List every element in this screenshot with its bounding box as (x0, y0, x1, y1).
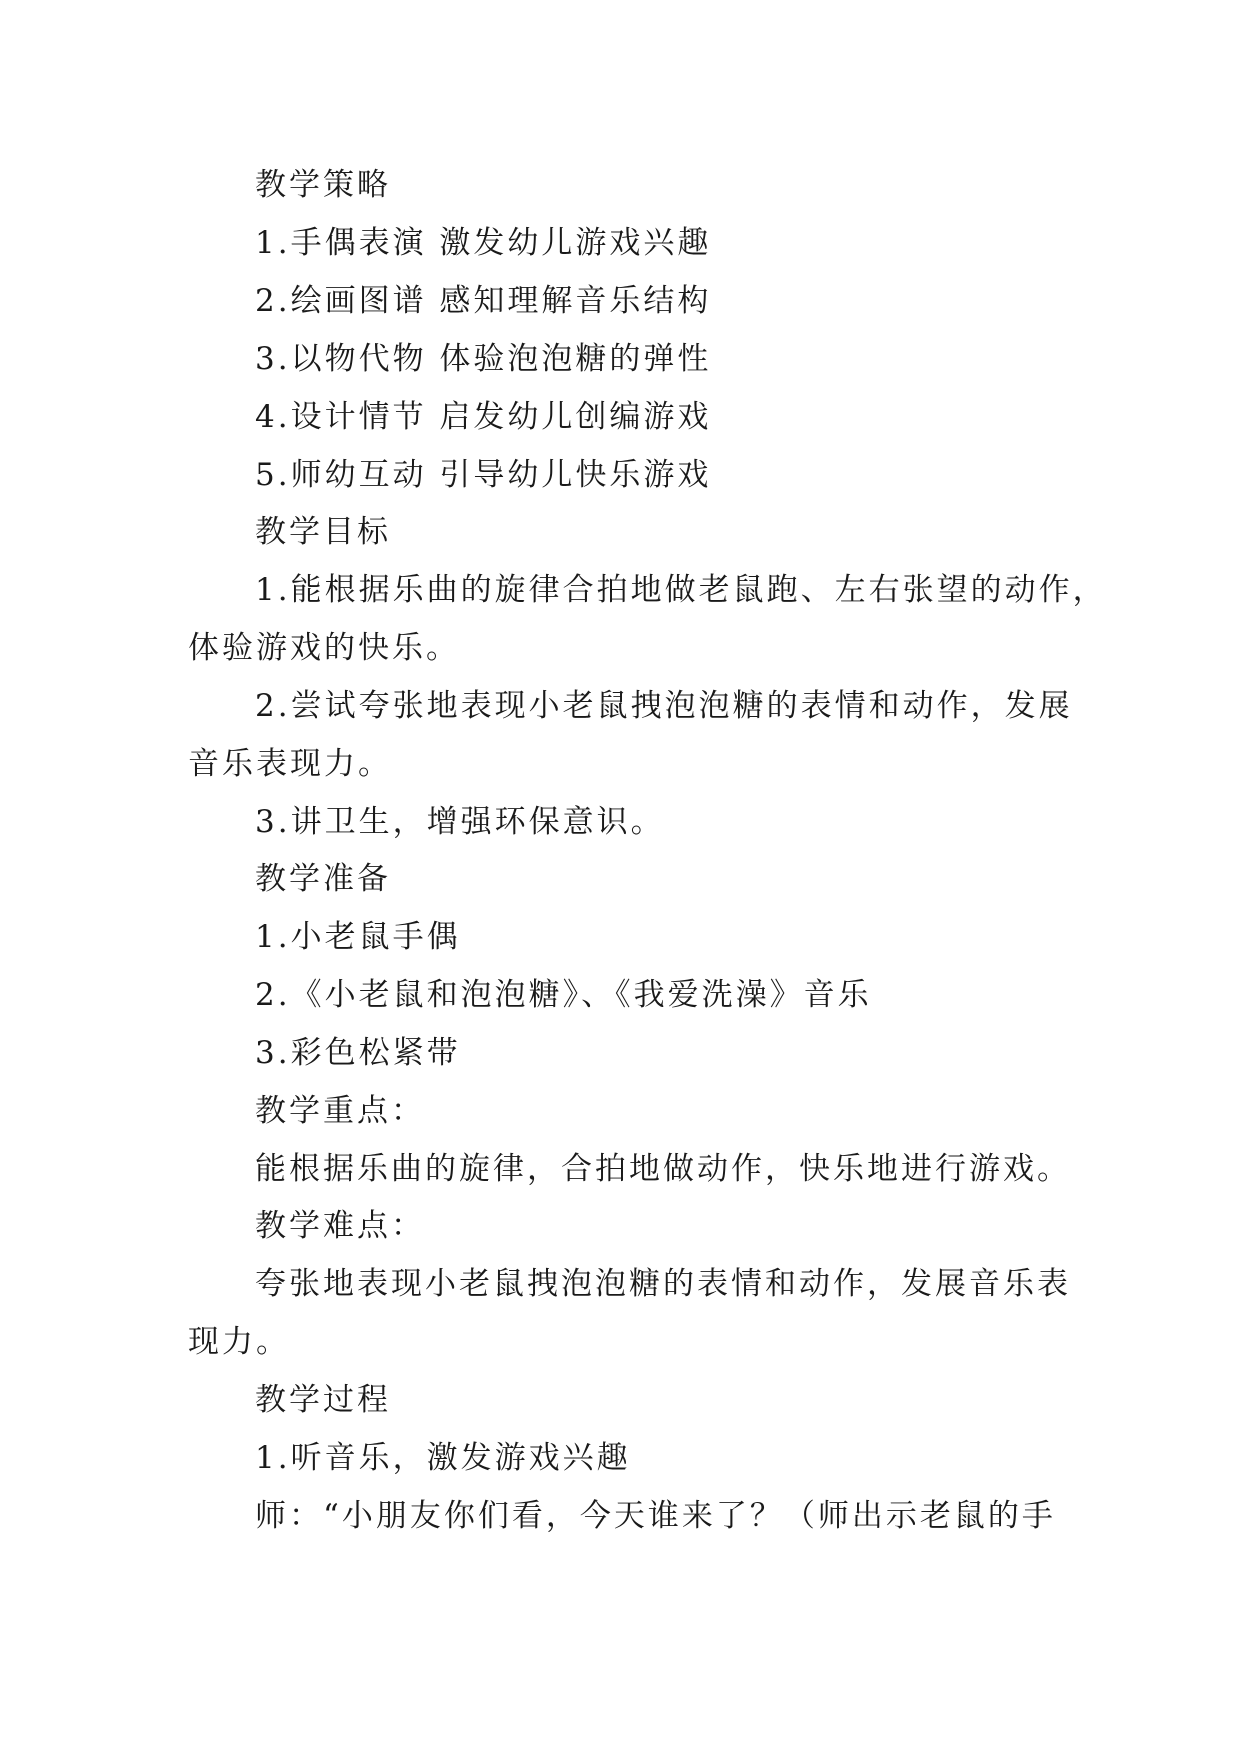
preparation-item: 3.彩色松紧带 (255, 1035, 461, 1071)
process-heading: 教学过程 (255, 1382, 391, 1418)
strategy-item: 2.绘画图谱 感知理解音乐结构 (255, 283, 712, 319)
goal-item-1-line-2: 体验游戏的快乐。 (188, 630, 460, 666)
strategy-item: 4.设计情节 启发幼儿创编游戏 (255, 399, 712, 435)
goal-item-3: 3.讲卫生，增强环保意识。 (255, 804, 665, 840)
strategy-item: 5.师幼互动 引导幼儿快乐游戏 (255, 457, 712, 493)
preparation-heading: 教学准备 (255, 861, 391, 897)
strategy-item: 3.以物代物 体验泡泡糖的弹性 (255, 341, 712, 377)
difficulty-heading: 教学难点： (255, 1208, 425, 1244)
process-dialogue: 师：“小朋友你们看，今天谁来了？（师出示老鼠的手 (255, 1498, 1056, 1534)
key-point-heading: 教学重点： (255, 1093, 425, 1129)
preparation-item: 1.小老鼠手偶 (255, 919, 461, 955)
strategy-item: 1.手偶表演 激发幼儿游戏兴趣 (255, 225, 712, 261)
difficulty-text-line-2: 现力。 (188, 1324, 290, 1360)
key-point-text: 能根据乐曲的旋律，合拍地做动作，快乐地进行游戏。 (255, 1151, 1071, 1187)
goal-item-2-line-1: 2.尝试夸张地表现小老鼠拽泡泡糖的表情和动作，发展 (255, 688, 1073, 724)
goal-item-1-line-1: 1.能根据乐曲的旋律合拍地做老鼠跑、左右张望的动作， (255, 572, 1107, 608)
goal-item-2-line-2: 音乐表现力。 (188, 746, 392, 782)
difficulty-text-line-1: 夸张地表现小老鼠拽泡泡糖的表情和动作，发展音乐表 (255, 1266, 1071, 1302)
goals-heading: 教学目标 (255, 514, 391, 550)
preparation-item: 2.《小老鼠和泡泡糖》、《我爱洗澡》音乐 (255, 977, 872, 1013)
strategy-heading: 教学策略 (255, 167, 391, 203)
process-step-1: 1.听音乐，激发游戏兴趣 (255, 1440, 631, 1476)
